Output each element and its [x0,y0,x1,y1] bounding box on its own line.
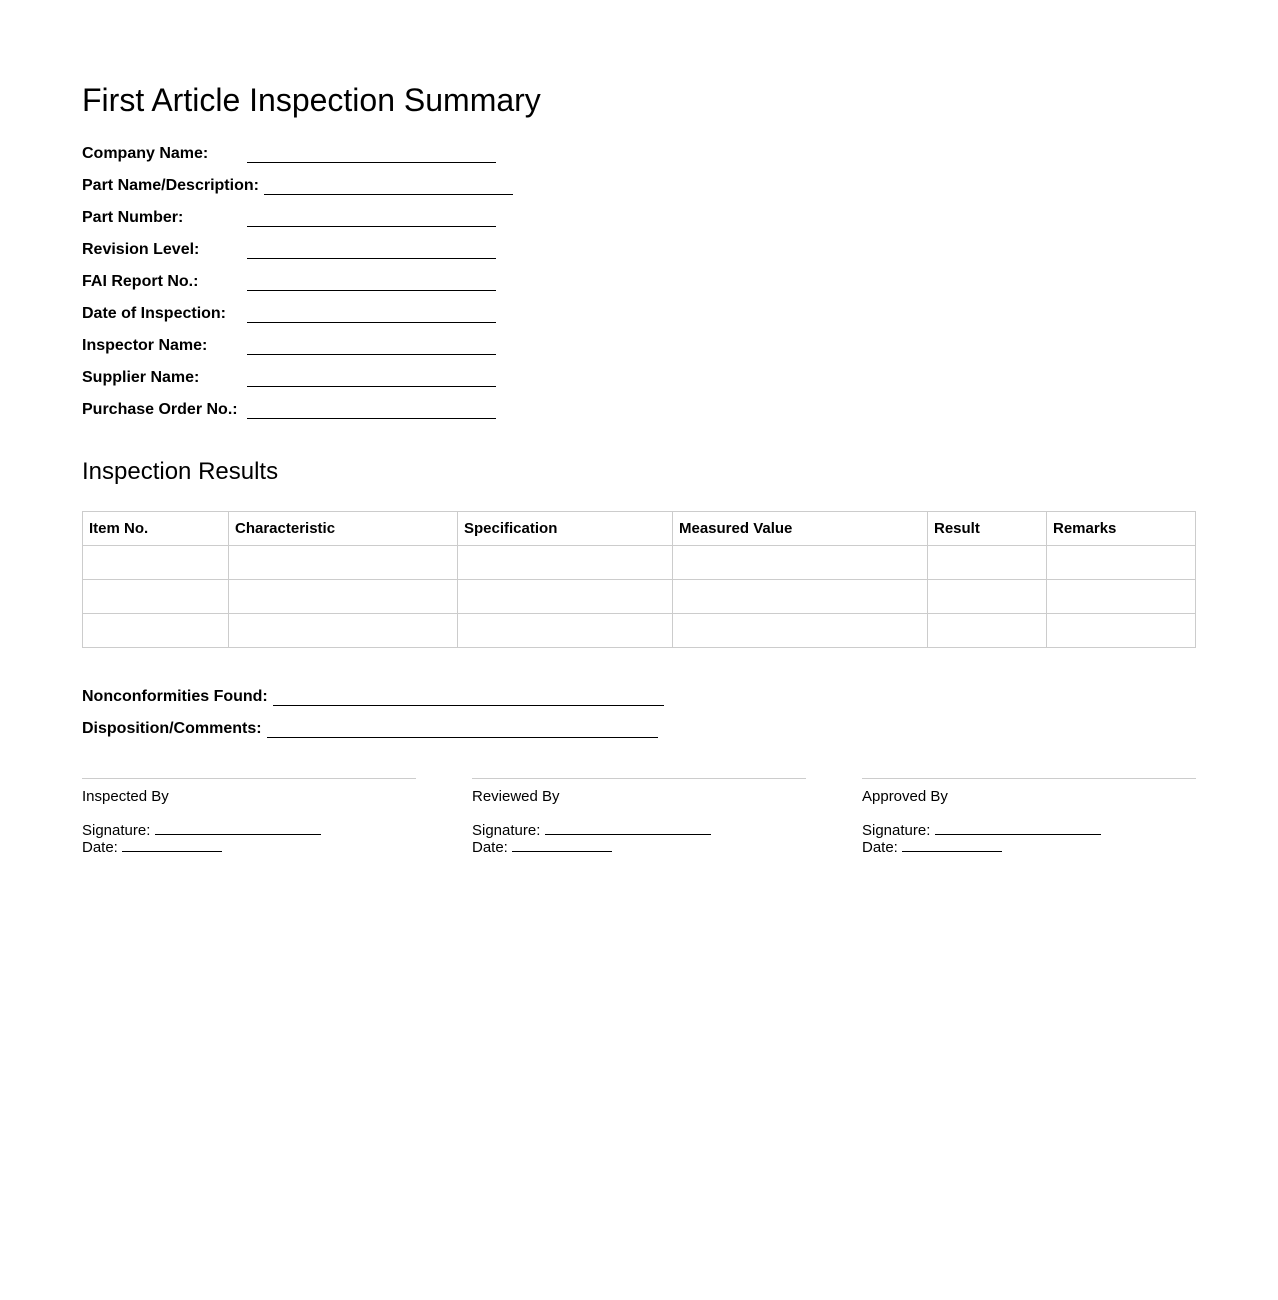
table-cell[interactable] [83,614,229,648]
page-title: First Article Inspection Summary [82,82,541,118]
field-label: Part Name/Description: [82,177,259,194]
field-blank[interactable] [247,372,496,387]
table-row [83,546,1196,580]
table-cell[interactable] [673,580,928,614]
table-cell[interactable] [458,546,673,580]
table-cell[interactable] [229,580,458,614]
table-cell[interactable] [458,614,673,648]
signature-label: Signature: [82,822,151,839]
field-label: FAI Report No.: [82,273,199,290]
table-cell[interactable] [928,614,1047,648]
table-cell[interactable] [229,614,458,648]
form-field[interactable] [82,143,496,163]
field-blank[interactable] [247,276,496,291]
signature-blank[interactable] [545,822,711,835]
table-cell[interactable] [83,546,229,580]
nonconformities-label: Nonconformities Found: [82,688,268,705]
form-field[interactable] [82,271,496,291]
table-cell[interactable] [928,546,1047,580]
field-blank[interactable] [247,308,496,323]
table-row [83,580,1196,614]
form-field[interactable] [82,367,496,387]
field-blank[interactable] [247,212,496,227]
table-cell[interactable] [229,546,458,580]
field-blank[interactable] [264,180,513,195]
signoff-title: Approved By [862,788,948,805]
field-blank[interactable] [247,148,496,163]
table-cell[interactable] [673,614,928,648]
disposition-field[interactable] [82,718,658,738]
signature-blank[interactable] [155,822,321,835]
section-heading-inspection-results: Inspection Results [82,458,279,485]
field-label: Inspector Name: [82,337,208,354]
form-field[interactable] [82,175,513,195]
form-field[interactable] [82,399,496,419]
signoff-title: Inspected By [82,788,169,805]
table-cell[interactable] [458,580,673,614]
table-cell[interactable] [1047,580,1196,614]
field-label: Date of Inspection: [82,305,227,322]
signature-blank[interactable] [935,822,1101,835]
signature-label: Signature: [472,822,541,839]
nonconformities-field[interactable] [82,686,664,706]
table-cell[interactable] [1047,614,1196,648]
table-header-row [83,512,1196,546]
table-row [83,614,1196,648]
form-field[interactable] [82,239,496,259]
table-cell[interactable] [673,546,928,580]
header-specification: Specification [458,512,673,546]
date-blank[interactable] [512,839,612,852]
inspection-results-table [82,511,1196,648]
table-cell[interactable] [928,580,1047,614]
date-label: Date: [862,839,898,856]
field-label: Purchase Order No.: [82,401,238,418]
signoff-block [472,778,806,856]
signoff-title: Reviewed By [472,788,560,805]
field-blank[interactable] [247,340,496,355]
field-label: Part Number: [82,209,184,226]
field-label: Revision Level: [82,241,200,258]
header-item-no: Item No. [83,512,229,546]
field-blank[interactable] [247,244,496,259]
disposition-label: Disposition/Comments: [82,720,262,737]
nonconformities-blank[interactable] [273,691,664,706]
header-result: Result [928,512,1047,546]
form-field[interactable] [82,335,496,355]
signoff-block [862,778,1196,856]
table-cell[interactable] [83,580,229,614]
form-field[interactable] [82,207,496,227]
disposition-blank[interactable] [267,723,658,738]
date-label: Date: [82,839,118,856]
header-measured-value: Measured Value [673,512,928,546]
form-field[interactable] [82,303,496,323]
date-label: Date: [472,839,508,856]
date-blank[interactable] [902,839,1002,852]
header-characteristic: Characteristic [229,512,458,546]
field-label: Supplier Name: [82,369,200,386]
date-blank[interactable] [122,839,222,852]
table-cell[interactable] [1047,546,1196,580]
field-blank[interactable] [247,404,496,419]
signoff-block [82,778,416,856]
header-remarks: Remarks [1047,512,1196,546]
field-label: Company Name: [82,145,209,162]
signature-label: Signature: [862,822,931,839]
